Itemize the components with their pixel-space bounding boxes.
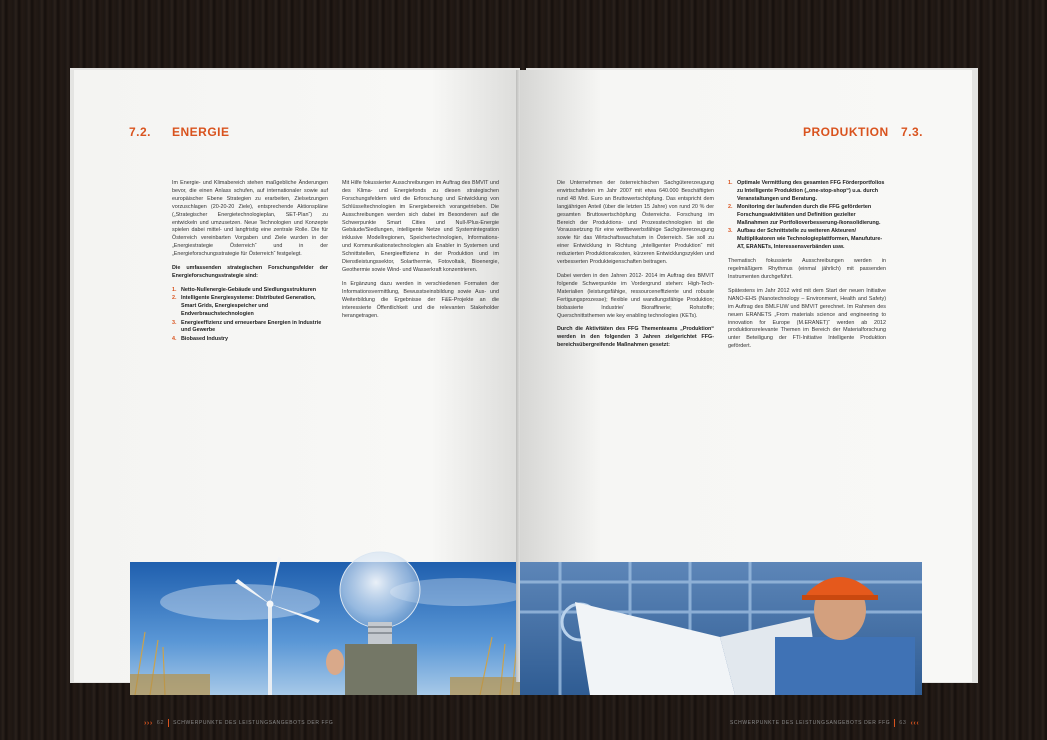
right-page — [520, 70, 972, 727]
produktion-intro-paragraph: Die Unternehmen der österreichischen Sachgütererzeugung erwirtschafteten im Jahr 2007 mit etwa 640.000 Beschäftigten rund 48 Mrd. Euro an Bruttowertschöpfung. Das entspricht dem langjährigen Anteil (über die letzten 15 Jahre) von rund 20 % der gesamten Bruttowertschöpfung Österreichs. Forschung im Bereich der Produktions- und Prozesstechnologien ist die Voraussetzung für eine wettbewerbsfähige Sachgütererzeugung sowie für das Wirtschaftswachstum in Österreich. Sie soll zu einer Entwicklung in Richtung „intelligenter Produktion“ mit reduzierten Produktionskosten, kürzeren Entwicklungszyklen und verbesserten Produkteigenschaften beitragen. — [557, 180, 714, 266]
produktion-tenders-paragraph: Thematisch fokussierte Ausschreibungen werden in regelmäßigem Rhythmus (einmal jährlich) mit passenden Instrumenten durchgeführt. — [728, 258, 886, 280]
energie-intro-paragraph: Im Energie- und Klimabereich stehen maßgebliche Änderungen bevor, die einen Anlass schufen, auf internationaler sowie auf europäischer Ebene Strategien zu erarbeiten, Zielsetzungen vorzuschlagen (20-20-20 Ziele), entsprechende Aktionspläne („Strategischer Energietechnologieplan, SET-Plan“) zu entwickeln und umzusetzen. Neue Technologien und Konzepte spielen dabei mittel- und langfristig eine zentrale Rolle. Die für Österreich vereinbarten Vorgaben und Ziele wurden in der „Energiestrategie Österreich“ und in der „Energieforschungsstrategie für Österreich“ festgelegt. — [172, 180, 328, 258]
footer-divider — [894, 719, 895, 727]
right-section-title: PRODUKTION — [803, 125, 889, 139]
left-column-1 — [172, 180, 328, 344]
left-section-title: ENERGIE — [172, 125, 230, 139]
left-section-number: 7.2. — [129, 125, 152, 139]
list-item: 2. Monitoring der laufenden durch die FFG geförderten Forschungsaktivitäten und Definition gezielter Maßnahmen zur Portfolioverbesserung-/konsolidierung. — [728, 204, 881, 227]
left-page — [74, 70, 520, 727]
footer-divider — [168, 719, 169, 727]
produktion-team-paragraph: Durch die Aktivitäten des FFG Thementeams „Produktion“ werden in den folgenden 3 Jahren zielgerichtet FFG-bereichsübergreifende Maßnahmen gesetzt: — [557, 326, 714, 349]
ffg-chevron-icon: ››› — [144, 719, 153, 727]
energie-dissemination-paragraph: In Ergänzung dazu werden in verschiedenen Formaten der Informationsvermittlung, Bewusstseinsbildung sowie Aus- und Weiterbildung die Ergebnisse der F&E-Projekte an die interessierte Öffentlichkeit und die relevanten Stakeholder herangetragen. — [342, 280, 499, 319]
produktion-measures-list — [728, 180, 886, 252]
left-footer-text: SCHWERPUNKTE DES LEISTUNGSANGEBOTS DER FFG — [173, 720, 334, 726]
production-photo — [520, 562, 922, 695]
right-column-1 — [557, 180, 714, 356]
ffg-chevron-icon: ‹‹‹ — [910, 719, 920, 727]
list-item: 3. Energieeffizienz und erneuerbare Energien in Industrie und Gewerbe — [172, 319, 322, 334]
list-item: 4. Biobased Industry — [172, 335, 229, 342]
right-section-number: 7.3. — [901, 125, 924, 139]
produktion-nano-paragraph: Spätestens im Jahr 2012 wird mit dem Start der neuen Initiative NANO-EHS (Nanotechnology – Environment, Health and Safety) im Auftrag des BMLFUW und BMVIT gerechnet. Im Rahmen des neuen ERANETS „From materials science and engineering to innovation for Europe (M.ERANET)“ werden ab 2012 produktionsrelevante Themen im Bereich der Materialforschung unter Beteiligung der FTI-Initiative Intelligente Produktion gefördert. — [728, 287, 886, 350]
right-column-2 — [728, 180, 886, 357]
energy-photo — [130, 562, 520, 695]
left-page-number: 62 — [156, 720, 165, 726]
energie-research-list — [172, 287, 328, 344]
energie-tenders-paragraph: Mit Hilfe fokussierter Ausschreibungen im Auftrag des BMVIT und des Klima- und Energiefonds zu diesen strategischen Forschungsfeldern wird die Erforschung und Entwicklung von Schlüsseltechnologien im Energiebereich vorangetrieben. Die Ausschreibungen werden sich dabei im Besonderen auf die Schwerpunkte Smart Cities und Null-/Plus-Energie Gebäude/Siedlungen, intelligente Netze und Systemintegration inklusive Modellregionen, Speichertechnologien, Informations- und Kommunikationstechnologien als Enabler in Systemen und Schnittstellen, Energieeffizienz in der Produktion und im Dienstleistungssektor, Solarthermie, Fotovoltaik, Bioenergie, Geothermie sowie Wind- und Wasserkraft konzentrieren. — [342, 180, 499, 273]
engineer-hardhat-image — [520, 562, 922, 695]
energie-list-heading: Die umfassenden strategischen Forschungsfelder der Energieforschungsstrategie sind: — [172, 265, 328, 279]
list-item: 2. Intelligente Energiesysteme: Distributed Generation, Smart Grids, Energiespeicher und Endverbrauchstechnologien — [172, 295, 316, 318]
list-item: 1. Optimale Vermittlung des gesamten FFG Förderportfolios zu Intelligente Produktion („one-stop-shop“) u.a. durch Veranstaltungen und Beratung. — [728, 180, 885, 202]
list-item: 3. Aufbau der Schnittstelle zu weiteren Akteuren/ Multiplikatoren wie Technologieplattformen, Manufuture-AT, ERANETs, Interessensverbänden usw. — [728, 228, 883, 251]
right-page-number: 63 — [899, 720, 907, 726]
right-footer — [730, 719, 919, 727]
produktion-priorities-paragraph: Dabei werden in den Jahren 2012- 2014 im Auftrag des BMVIT folgende Schwerpunkte im Vordergrund stehen: High-Tech-Materialien (leistungsfähige, ressourceneffiziente und robuste Fertigungsprozesse); flexible und wandlungsfähige Produktion; biobasierte Industrie/ Bioraffinerie; Rohstoffe; Querschnittsthemen wie key enabling technologies (KETs). — [557, 272, 714, 319]
left-footer — [144, 719, 333, 727]
list-item: 1. Netto-Nullenergie-Gebäude und Siedlungsstrukturen — [172, 286, 317, 293]
wind-turbine-lightbulb-image — [130, 562, 520, 695]
right-footer-text: SCHWERPUNKTE DES LEISTUNGSANGEBOTS DER FFG — [730, 720, 891, 726]
left-column-2 — [342, 180, 499, 326]
